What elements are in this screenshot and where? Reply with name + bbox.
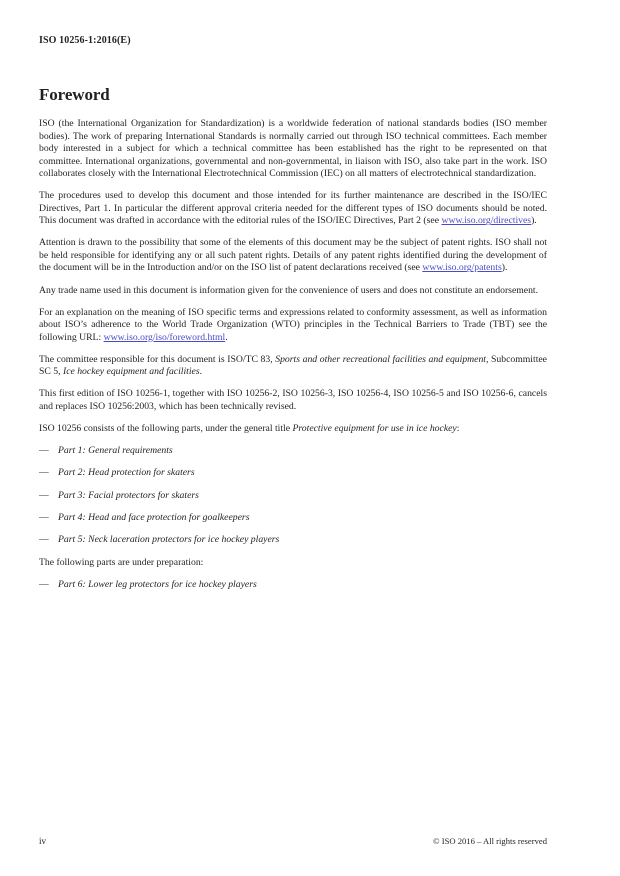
- link-iso-foreword[interactable]: www.iso.org/iso/foreword.html: [103, 331, 226, 343]
- paragraph-first-edition: [39, 388, 547, 413]
- list-item: [39, 534, 547, 547]
- list-item: [39, 490, 547, 503]
- committee-title-sc5: Ice hockey equipment and facilities: [62, 366, 200, 378]
- list-item-label: Part 6: Lower leg protectors for ice hockey players: [58, 578, 257, 590]
- paragraph-text: The following parts are under preparation:: [39, 556, 204, 568]
- em-dash-bullet-icon: —: [39, 489, 49, 501]
- paragraph-text-before-link: For an explanation on the meaning of ISO specific terms and expressions related to conformity assessment, as well as information about ISO’s adherence to the World Trade Organization (WTO) principles in the Technical Barriers to Trade (TBT) see the following URL:: [39, 306, 547, 343]
- copyright-notice: © ISO 2016 – All rights reserved: [433, 836, 547, 846]
- page-title: Foreword: [39, 85, 110, 104]
- paragraph-conformity-assessment: [39, 307, 547, 345]
- paragraph-text-before-link: The procedures used to develop this document and those intended for its further maintenance are described in the ISO/IEC Directives, Part 1. In particular the different approval criteria needed for the different types of ISO documents should be noted. This document was drafted in accordance with the editorial rules of the ISO/IEC Directives, Part 2 (see: [39, 190, 547, 227]
- general-title: Protective equipment for use in ice hockey: [292, 422, 457, 434]
- list-item-label: Part 4: Head and face protection for goalkeepers: [58, 511, 250, 523]
- parts-list: [39, 445, 547, 547]
- list-item-label: Part 3: Facial protectors for skaters: [58, 489, 199, 501]
- committee-title-tc83: Sports and other recreational facilities and equipment: [275, 353, 486, 365]
- paragraph-committee: [39, 354, 547, 379]
- paragraph-preparation-intro: [39, 557, 547, 570]
- paragraph-trade-name: [39, 285, 547, 298]
- running-head: ISO 10256-1:2016(E): [39, 35, 131, 46]
- paragraph-text-after-link: .: [225, 331, 228, 343]
- committee-text-tail: .: [199, 366, 203, 378]
- committee-text-mid: , Subcommittee SC 5,: [39, 353, 547, 378]
- paragraph-text-after-link: ).: [501, 262, 508, 274]
- list-item-label: Part 2: Head protection for skaters: [58, 467, 195, 479]
- em-dash-bullet-icon: —: [39, 444, 49, 456]
- em-dash-bullet-icon: —: [39, 534, 49, 546]
- list-item-label: Part 1: General requirements: [58, 444, 173, 456]
- page-footer: [39, 836, 547, 846]
- em-dash-bullet-icon: —: [39, 511, 49, 523]
- committee-text-lead: The committee responsible for this document is ISO/TC 83,: [39, 353, 276, 365]
- paragraph-parts-intro: [39, 423, 547, 436]
- em-dash-bullet-icon: —: [39, 578, 49, 590]
- parts-intro-tail: :: [456, 422, 460, 434]
- parts-intro-lead: ISO 10256 consists of the following parts, under the general title: [39, 422, 293, 434]
- list-item-label: Part 5: Neck laceration protectors for ice hockey players: [58, 534, 280, 546]
- paragraph-text: Any trade name used in this document is information given for the convenience of users and does not constitute an endorsement.: [39, 284, 539, 296]
- paragraph-iso-definition: [39, 118, 547, 181]
- paragraph-text-after-link: ).: [531, 215, 537, 227]
- paragraph-text-before-link: Attention is drawn to the possibility that some of the elements of this document may be the subject of patent rights. ISO shall not be held responsible for identifying any or all such patent rights. Details of any patent rights identified during the development of the document will be in the Introduction and/or on the ISO list of patent declarations received (see: [39, 237, 547, 274]
- em-dash-bullet-icon: —: [39, 467, 49, 479]
- paragraph-patent-rights: [39, 237, 547, 275]
- paragraph-text: This first edition of ISO 10256-1, together with ISO 10256-2, ISO 10256-3, ISO 10256-4, ISO 10256-5 and ISO 10256-6, cancels and replaces ISO 10256:2003, which has been technically revised.: [39, 388, 547, 412]
- paragraph-text: ISO (the International Organization for Standardization) is a worldwide federation of national standards bodies (ISO member bodies). The work of preparing International Standards is normally carried out through ISO technical committees. Each member body interested in a subject for which a technical committee has been established has the right to be represented on that committee. International organizations, governmental and non-governmental, in liaison with ISO, also take part in the work. ISO collaborates closely with the International Electrotechnical Commission (IEC) on all matters of electrotechnical standardization.: [39, 118, 547, 180]
- page-number: iv: [39, 836, 47, 846]
- preparation-list: [39, 579, 547, 592]
- list-item: [39, 445, 547, 458]
- paragraph-procedures: [39, 190, 547, 228]
- link-iso-directives[interactable]: www.iso.org/directives: [441, 215, 532, 227]
- list-item: [39, 579, 547, 592]
- list-item: [39, 467, 547, 480]
- foreword-body: [39, 118, 547, 601]
- link-iso-patents[interactable]: www.iso.org/patents: [422, 262, 502, 274]
- list-item: [39, 512, 547, 525]
